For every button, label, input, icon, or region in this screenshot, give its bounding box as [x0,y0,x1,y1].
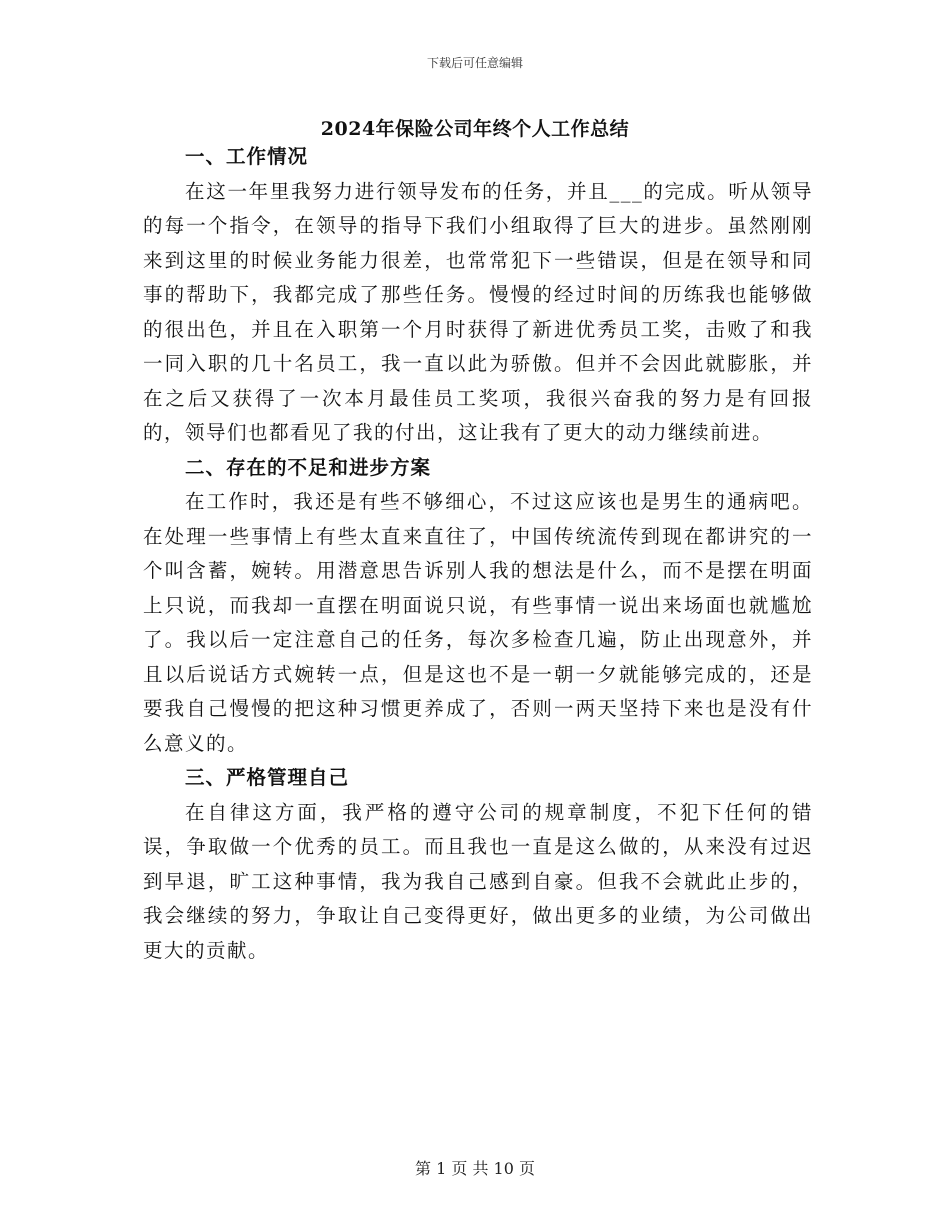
section-heading-self-management: 三、严格管理自己 [185,766,350,789]
page-number: 第 1 页 共 10 页 [415,1159,535,1178]
document-body [143,140,813,968]
document-title: 2024年保险公司年终个人工作总结 [320,118,630,140]
section-paragraph-shortcomings: 在工作时，我还是有些不够细心，不过这应该也是男生的通病吧。在处理一些事情上有些太直来直往了，中国传统流传到现在都讲究的一个叫含蓄，婉转。用潜意思告诉别人我的想法是什么，而不是摆在明面上只说，而我却一直摆在明面说只说，有些事情一说出来场面也就尴尬了。我以后一定注意自己的任务，每次多检查几遍，防止出现意外，并且以后说话方式婉转一点，但是这也不是一朝一夕就能够完成的，还是要我自己慢慢的把这种习惯更养成了，否则一两天坚持下来也是没有什么意义的。 [143,490,813,755]
section-paragraph-self-management: 在自律这方面，我严格的遵守公司的规章制度，不犯下任何的错误，争取做一个优秀的员工。而且我也一直是这么做的，从来没有过迟到早退，旷工这种事情，我为我自己感到自豪。但我不会就此止步的，我会继续的努力，争取让自己变得更好，做出更多的业绩，为公司做出更大的贡献。 [143,800,813,962]
section-heading-work-status: 一、工作情况 [185,145,309,168]
header-note: 下载后可任意编辑 [426,56,523,70]
section-paragraph-work-status: 在这一年里我努力进行领导发布的任务，并且___的完成。听从领导的每一个指令，在领导的指导下我们小组取得了巨大的进步。虽然刚刚来到这里的时候业务能力很差，也常常犯下一些错误，但是在领导和同事的帮助下，我都完成了那些任务。慢慢的经过时间的历练我也能够做的很出色，并且在入职第一个月时获得了新进优秀员工奖，击败了和我一同入职的几十名员工，我一直以此为骄傲。但并不会因此就膨胀，并在之后又获得了一次本月最佳员工奖项，我很兴奋我的努力是有回报的，领导们也都看见了我的付出，这让我有了更大的动力继续前进。 [143,179,813,444]
section-heading-shortcomings: 二、存在的不足和进步方案 [185,455,432,479]
